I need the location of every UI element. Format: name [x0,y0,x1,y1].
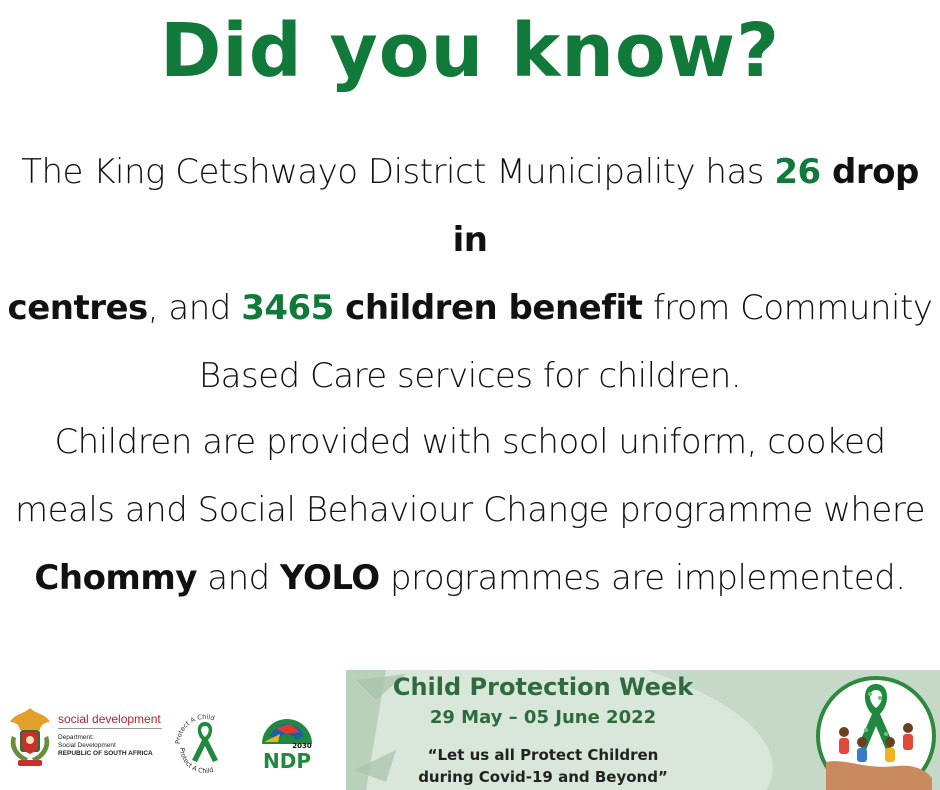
bold-span: Chommy [34,558,197,598]
bold-span: drop in [452,152,919,260]
bold-span: centres [7,288,148,328]
dept-name: social development [58,712,161,726]
children-count: 3465 [241,288,334,328]
para1-line-2 [0,274,940,342]
info-paragraph-2 [0,408,940,612]
banner-quote-line-2: during Covid-19 and Beyond” [418,768,668,786]
dept-line-2: Social Development [58,742,116,749]
dept-line-1: Department: [58,734,94,741]
ndp-2030-logo [256,714,318,776]
ndp-year: 2030 [292,742,312,750]
para1-line-3: Based Care services for children. [198,356,742,396]
banner-heading: Child Protection Week [392,673,694,701]
protect-a-child-logo [172,708,238,774]
ndp-label: NDP [263,749,311,773]
bold-span: children benefit [333,288,643,328]
text-span: , and [147,288,242,328]
coat-of-arms-icon [6,706,54,768]
para1-line-1 [0,138,940,274]
banner-quote-line-1: “Let us all Protect Children [427,746,659,764]
page-title: Did you know? [159,8,781,94]
dept-line-3: REPUBLIC OF SOUTH AFRICA [58,750,153,757]
ribbon-children-emblem [806,670,940,790]
ribbon-text-top: Protect A Child [173,712,216,745]
banner-quote [346,744,740,788]
ribbon-text-bottom: Protect A Child [177,747,215,774]
text-span: The King Cetshwayo District Municipality has [21,152,775,192]
para2-line-1: Children are provided with school uniform, cooked [54,422,886,462]
banner-dates: 29 May – 05 June 2022 [429,707,657,728]
drop-in-count: 26 [774,152,821,192]
dept-divider [58,728,162,729]
social-development-logo [6,706,166,766]
bold-span: YOLO [280,558,380,598]
child-protection-week-banner [346,670,940,790]
para2-line-2: meals and Social Behaviour Change programme where [14,490,926,530]
para2-line-3 [0,544,940,612]
text-span: programmes are implemented. [379,558,906,598]
green-ribbon-icon [172,708,238,774]
ndp-icon [256,714,318,776]
ribbon-children-icon [806,670,940,790]
text-span: from Community [642,288,933,328]
info-paragraph-1 [0,138,940,410]
text-span: and [196,558,281,598]
footer [0,668,940,788]
